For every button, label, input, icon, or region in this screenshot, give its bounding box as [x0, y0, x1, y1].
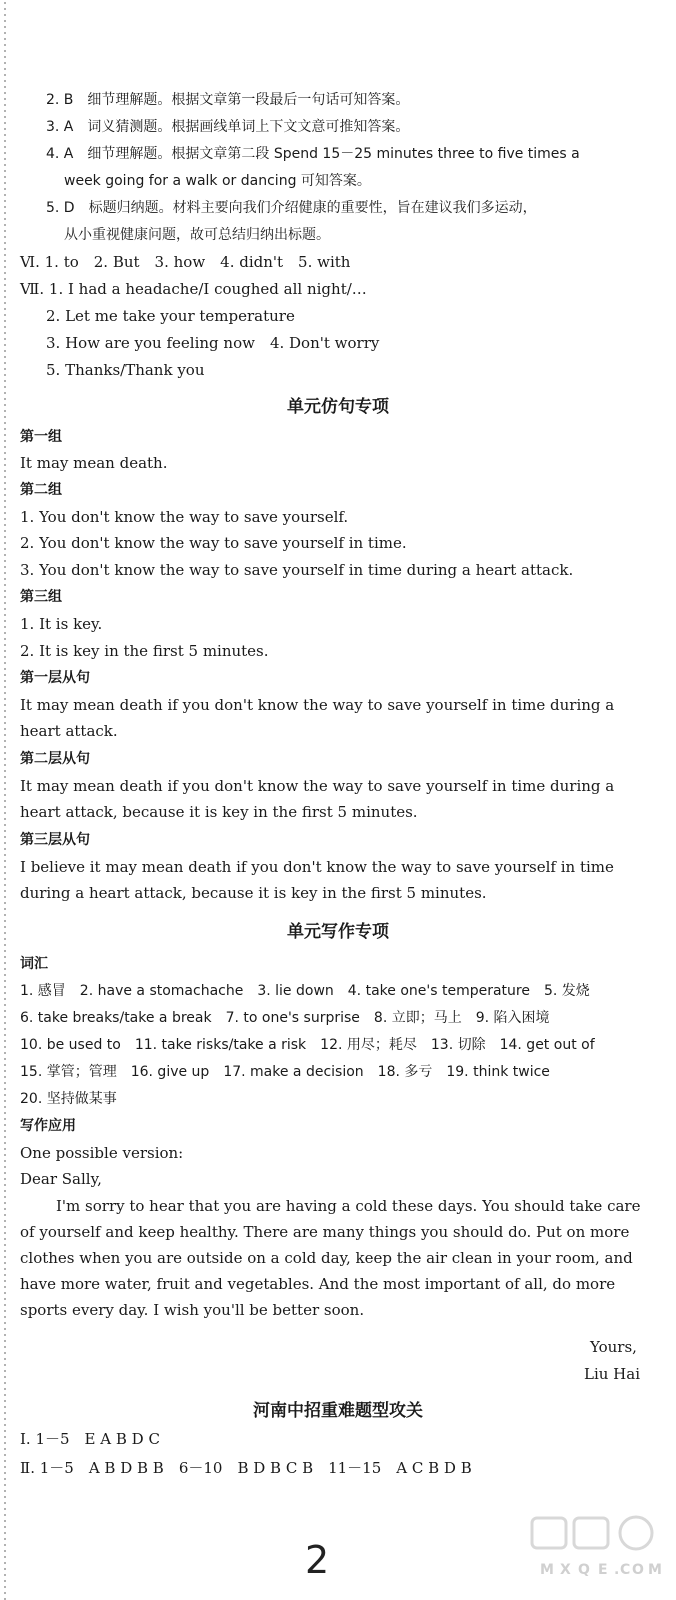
answer-4: 4. A 细节理解题。根据文章第二段 Spend 15－25 minutes three to five times a — [46, 146, 580, 162]
answer-5: 5. D 标题归纳题。材料主要向我们介绍健康的重要性，旨在建议我们多运动， — [46, 200, 537, 216]
binding-margin-dots — [4, 0, 6, 1600]
group-1-sentence: It may mean death. — [20, 454, 168, 472]
answer-2: 2. B 细节理解题。根据文章第一段最后一句话可知答案。 — [46, 92, 410, 108]
watermark-logo-icon — [526, 1512, 666, 1582]
writing-title: 单元写作专项 — [287, 922, 389, 942]
clause-2-sentence: It may mean death if you don't know the way to save yourself in time during a heart attack, because it is key in the first 5 minutes. — [20, 777, 615, 821]
clause-2-label: 第二层从句 — [20, 751, 90, 767]
henan-title: 河南中招重难题型攻关 — [253, 1401, 423, 1421]
imitation-title: 单元仿句专项 — [287, 397, 389, 417]
section-7-line-4: 5. Thanks/Thank you — [46, 361, 205, 379]
clause-1-sentence: It may mean death if you don't know the way to save yourself in time during a heart attack. — [20, 696, 615, 740]
letter-signature: Liu Hai — [584, 1365, 641, 1383]
svg-text:C: C — [620, 1562, 631, 1578]
vocab-line-1: 1. 感冒 2. have a stomachache 3. lie down 4. take one's temperature 5. 发烧 — [20, 983, 590, 999]
section-7-line-3: 3. How are you feeling now 4. Don't worry — [46, 334, 380, 352]
answer-5-cont: 从小重视健康问题，故可总结归纳出标题。 — [64, 227, 330, 243]
clause-1-label: 第一层从句 — [20, 670, 90, 686]
answer-4-cont: week going for a walk or dancing 可知答案。 — [64, 173, 371, 189]
svg-text:Q: Q — [578, 1562, 590, 1578]
group-2-sentence-2: 2. You don't know the way to save yourself in time. — [20, 534, 407, 552]
svg-text:.: . — [614, 1562, 620, 1578]
handwritten-page-number: 2 — [305, 1538, 330, 1582]
svg-text:M: M — [648, 1562, 662, 1578]
answer-3: 3. A 词义猜测题。根据画线单词上下文文意可推知答案。 — [46, 119, 410, 135]
group-2-sentence-3: 3. You don't know the way to save yourself in time during a heart attack. — [20, 561, 574, 579]
group-3-label: 第三组 — [20, 589, 62, 605]
section-7-line-1: Ⅶ. 1. I had a headache/I coughed all night/… — [20, 280, 367, 298]
svg-text:O: O — [632, 1562, 644, 1578]
vocab-line-3: 10. be used to 11. take risks/take a risk 12. 用尽；耗尽 13. 切除 14. get out of — [20, 1037, 595, 1053]
henan-part-2: Ⅱ. 1－5 A B D B B 6－10 B D B C B 11－15 A C B D B — [20, 1459, 472, 1477]
vocab-line-5: 20. 坚持做某事 — [20, 1091, 117, 1107]
svg-text:E: E — [598, 1562, 608, 1578]
vocab-line-2: 6. take breaks/take a break 7. to one's surprise 8. 立即；马上 9. 陷入困境 — [20, 1010, 550, 1026]
letter-closing: Yours, — [590, 1338, 637, 1356]
svg-text:X: X — [560, 1562, 571, 1578]
possible-version: One possible version: — [20, 1144, 184, 1162]
letter-greeting: Dear Sally, — [20, 1170, 102, 1188]
clause-3-sentence: I believe it may mean death if you don't know the way to save yourself in time during a heart attack, because it is key in the first 5 minutes. — [20, 858, 614, 902]
group-1-label: 第一组 — [20, 429, 62, 445]
letter-body: I'm sorry to hear that you are having a cold these days. You should take care of yourself and keep healthy. There are many things you should do. Put on more clothes when you are outside on a cold day, keep the air clean in your room, and have more water, fruit and vegetables. And the most important of all, do more sports every day. I wish you'll be better soon. — [20, 1197, 641, 1319]
writing-apply-label: 写作应用 — [20, 1118, 76, 1134]
group-2-label: 第二组 — [20, 482, 62, 498]
group-3-sentence-2: 2. It is key in the first 5 minutes. — [20, 642, 269, 660]
henan-part-1: Ⅰ. 1－5 E A B D C — [20, 1430, 160, 1448]
clause-3-label: 第三层从句 — [20, 832, 90, 848]
vocab-line-4: 15. 掌管；管理 16. give up 17. make a decision 18. 多亏 19. think twice — [20, 1064, 550, 1080]
svg-text:M: M — [540, 1562, 554, 1578]
section-7-line-2: 2. Let me take your temperature — [46, 307, 295, 325]
group-3-sentence-1: 1. It is key. — [20, 615, 103, 633]
group-2-sentence-1: 1. You don't know the way to save yourself. — [20, 508, 349, 526]
vocab-label: 词汇 — [20, 956, 48, 972]
section-6-answers: Ⅵ. 1. to 2. But 3. how 4. didn't 5. with — [20, 253, 351, 271]
